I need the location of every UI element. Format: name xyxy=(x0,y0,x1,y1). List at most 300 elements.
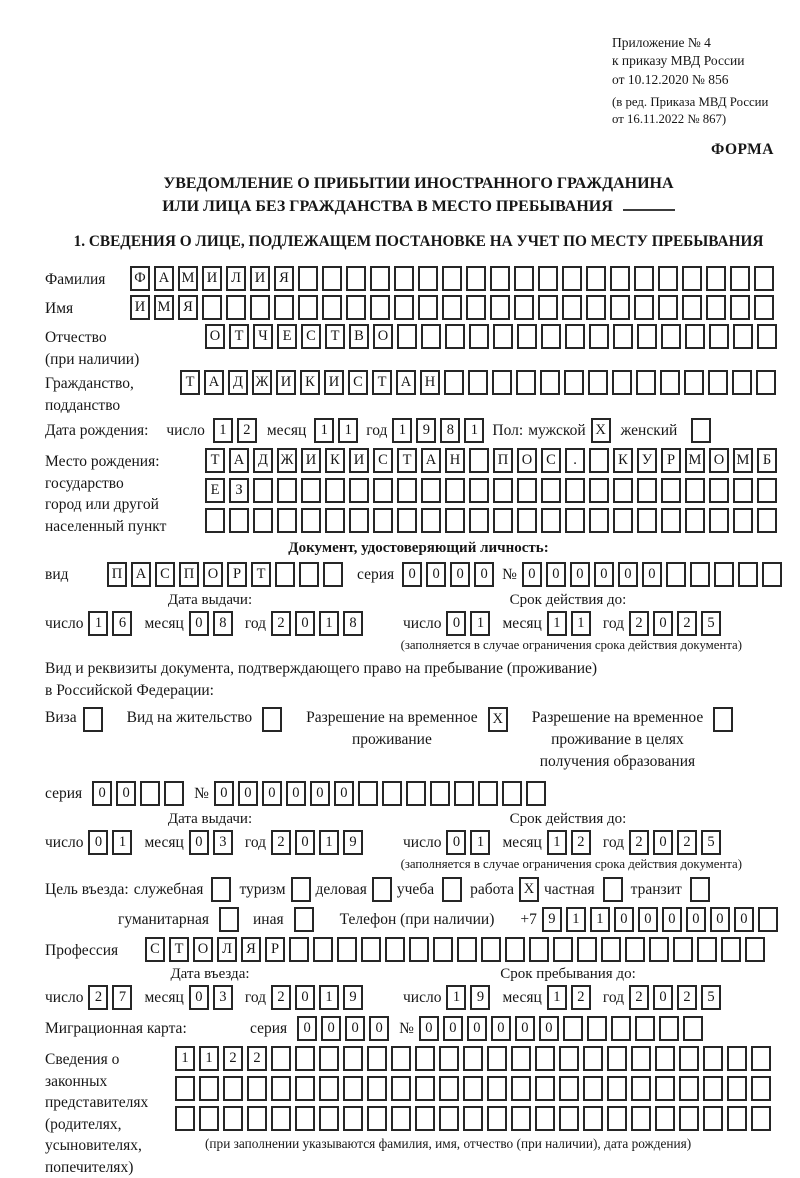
birthdate-year-cells xyxy=(392,418,484,443)
form-cell xyxy=(565,324,585,349)
form-cell xyxy=(730,266,750,291)
form-cell: 2 xyxy=(271,985,291,1010)
form-cell xyxy=(649,937,669,962)
form-cell xyxy=(756,370,776,395)
form-cell xyxy=(454,781,474,806)
form-cell: Ж xyxy=(277,448,297,473)
form-cell: 1 xyxy=(314,418,334,443)
form-cell xyxy=(553,937,573,962)
form-cell xyxy=(583,1046,603,1071)
representatives-label-line: попечителях) xyxy=(45,1158,134,1176)
form-cell xyxy=(319,1046,339,1071)
entry-year-cells xyxy=(271,985,363,1010)
form-cell: 1 xyxy=(571,611,591,636)
form-cell: И xyxy=(349,448,369,473)
temp-residence-label-line2: проживание xyxy=(351,731,432,749)
form-cell: 0 xyxy=(734,907,754,932)
form-cell xyxy=(706,295,726,320)
purpose-business-checkbox xyxy=(372,877,392,902)
form-cell: 1 xyxy=(319,611,339,636)
form-cell: 0 xyxy=(662,907,682,932)
birthdate-month-cells xyxy=(314,418,358,443)
form-cell: 0 xyxy=(295,985,315,1010)
phone-prefix: +7 xyxy=(520,910,537,928)
form-cell: 0 xyxy=(426,562,446,587)
month-label: месяц xyxy=(502,614,542,632)
form-cell xyxy=(690,877,710,902)
form-cell xyxy=(490,266,510,291)
form-cell: X xyxy=(591,418,611,443)
form-title-line2-text: ИЛИ ЛИЦА БЕЗ ГРАЖДАНСТВА В МЕСТО ПРЕБЫВАНИЯ xyxy=(162,198,613,216)
form-cell: 0 xyxy=(238,781,258,806)
form-cell: 8 xyxy=(440,418,460,443)
form-cell xyxy=(682,266,702,291)
purpose-tourism-checkbox xyxy=(291,877,311,902)
form-cell: 1 xyxy=(547,611,567,636)
form-cell xyxy=(394,295,414,320)
form-cell xyxy=(337,937,357,962)
form-cell xyxy=(439,1046,459,1071)
series-label: серия xyxy=(357,565,395,583)
form-cell xyxy=(487,1106,507,1131)
form-cell: Е xyxy=(277,324,297,349)
form-cell: Т xyxy=(251,562,271,587)
form-cell xyxy=(586,266,606,291)
representatives-cells-row1 xyxy=(175,1046,771,1071)
form-cell xyxy=(685,324,705,349)
form-cell: С xyxy=(145,937,165,962)
form-cell xyxy=(478,781,498,806)
representatives-label xyxy=(45,1046,175,1178)
form-cell: 1 xyxy=(213,418,233,443)
representatives-row xyxy=(45,1046,792,1178)
sex-male-checkbox xyxy=(591,418,611,443)
form-cell xyxy=(205,508,225,533)
form-cell xyxy=(562,266,582,291)
issue-date-label: Дата выдачи: xyxy=(167,811,253,828)
form-cell xyxy=(559,1076,579,1101)
form-cell xyxy=(505,937,525,962)
form-cell xyxy=(343,1076,363,1101)
form-cell xyxy=(298,295,318,320)
identity-issue-group xyxy=(45,592,403,636)
purpose-row xyxy=(45,877,792,902)
form-cell xyxy=(415,1046,435,1071)
form-cell xyxy=(277,478,297,503)
birthplace-label-line4: населенный пункт xyxy=(45,517,167,535)
form-cell: 0 xyxy=(539,1016,559,1041)
month-label: месяц xyxy=(502,988,542,1006)
form-cell xyxy=(565,478,585,503)
identity-valid-month-cells xyxy=(547,611,591,636)
form-cell: Т xyxy=(169,937,189,962)
form-cell: Д xyxy=(228,370,248,395)
form-cell xyxy=(679,1046,699,1071)
representatives-label-line: представителях xyxy=(45,1094,149,1112)
form-cell: Ф xyxy=(130,266,150,291)
year-label: год xyxy=(244,833,267,851)
form-cell: И xyxy=(301,448,321,473)
birthplace-cells-row3 xyxy=(205,508,777,533)
form-title-line1: УВЕДОМЛЕНИЕ О ПРИБЫТИИ ИНОСТРАННОГО ГРАЖДАНИНА xyxy=(163,175,674,193)
form-cell: 2 xyxy=(677,985,697,1010)
form-cell: Н xyxy=(445,448,465,473)
form-cell xyxy=(322,266,342,291)
form-cell xyxy=(697,937,717,962)
form-cell xyxy=(421,324,441,349)
representatives-label-line: законных xyxy=(45,1072,108,1090)
form-cell: У xyxy=(637,448,657,473)
form-cell xyxy=(679,1076,699,1101)
form-cell xyxy=(469,324,489,349)
day-label: число xyxy=(403,833,442,851)
birthplace-cell-rows xyxy=(205,448,777,538)
residence-issue-month-cells xyxy=(189,830,233,855)
citizenship-cells xyxy=(180,370,776,395)
identity-dates-row xyxy=(45,592,792,636)
form-cell xyxy=(673,937,693,962)
revision-line: от 16.11.2022 № 867) xyxy=(612,112,727,127)
form-cell: П xyxy=(179,562,199,587)
surname-cells xyxy=(130,266,774,291)
form-cell xyxy=(636,370,656,395)
month-label: месяц xyxy=(502,833,542,851)
form-cell xyxy=(433,937,453,962)
form-cell xyxy=(397,478,417,503)
form-cell: 0 xyxy=(214,781,234,806)
patronymic-label xyxy=(45,324,205,370)
form-cell xyxy=(679,1106,699,1131)
form-cell: М xyxy=(178,266,198,291)
residence-series-row xyxy=(45,781,792,806)
migration-card-row xyxy=(45,1016,792,1041)
birthdate-day-cells xyxy=(213,418,257,443)
form-cell xyxy=(250,295,270,320)
form-cell xyxy=(661,508,681,533)
form-cell xyxy=(541,324,561,349)
form-cell: И xyxy=(130,295,150,320)
form-cell: Т xyxy=(325,324,345,349)
form-cell: 0 xyxy=(286,781,306,806)
form-cell xyxy=(685,478,705,503)
form-cell: X xyxy=(488,707,508,732)
identity-issue-year-cells xyxy=(271,611,363,636)
form-cell xyxy=(733,508,753,533)
form-cell xyxy=(253,508,273,533)
form-cell: О xyxy=(517,448,537,473)
purpose-private-label: частная xyxy=(544,880,595,898)
identity-kind-cells xyxy=(107,562,343,587)
form-cell: 0 xyxy=(419,1016,439,1041)
year-label: год xyxy=(602,833,625,851)
form-cell: 6 xyxy=(112,611,132,636)
form-cell: Д xyxy=(253,448,273,473)
form-cell xyxy=(445,508,465,533)
form-cell xyxy=(247,1106,267,1131)
form-cell xyxy=(439,1076,459,1101)
form-cell: 3 xyxy=(213,985,233,1010)
form-cell xyxy=(253,478,273,503)
birthplace-label-line2: государство xyxy=(45,474,124,492)
representatives-label-line: (родителях, xyxy=(45,1115,122,1133)
identity-issue-month-cells xyxy=(189,611,233,636)
form-cell xyxy=(535,1106,555,1131)
form-cell: С xyxy=(155,562,175,587)
form-cell xyxy=(563,1016,583,1041)
form-cell: О xyxy=(203,562,223,587)
appendix-line: от 10.12.2020 № 856 xyxy=(612,71,729,87)
form-cell xyxy=(415,1106,435,1131)
form-cell xyxy=(514,295,534,320)
form-cell xyxy=(511,1046,531,1071)
form-cell: Т xyxy=(397,448,417,473)
form-cell xyxy=(469,508,489,533)
form-cell xyxy=(199,1106,219,1131)
form-cell: М xyxy=(685,448,705,473)
temp-residence-label xyxy=(306,707,478,751)
temp-residence-label-line1: Разрешение на временное xyxy=(306,709,478,727)
number-label: № xyxy=(399,1019,414,1037)
form-cell: 2 xyxy=(271,611,291,636)
residence-series-cells xyxy=(92,781,184,806)
year-label: год xyxy=(244,988,267,1006)
form-cell: 0 xyxy=(446,830,466,855)
day-label: число xyxy=(45,833,84,851)
representatives-cells-row2 xyxy=(175,1076,771,1101)
form-cell xyxy=(655,1046,675,1071)
form-cell xyxy=(589,324,609,349)
form-cell xyxy=(223,1106,243,1131)
form-cell: 0 xyxy=(594,562,614,587)
purpose-humanitarian-checkbox xyxy=(219,907,239,932)
birthplace-label-line1: Место рождения: xyxy=(45,453,160,471)
form-cell: . xyxy=(565,448,585,473)
form-cell: С xyxy=(373,448,393,473)
form-cell xyxy=(271,1076,291,1101)
form-cell xyxy=(685,508,705,533)
stay-year-cells xyxy=(629,985,721,1010)
form-cell: Р xyxy=(265,937,285,962)
form-cell xyxy=(637,324,657,349)
form-cell: 0 xyxy=(618,562,638,587)
purpose-study-checkbox xyxy=(442,877,462,902)
year-label: год xyxy=(244,614,267,632)
form-cell: 1 xyxy=(470,830,490,855)
form-cell: 2 xyxy=(571,985,591,1010)
form-title xyxy=(45,172,792,218)
form-cell xyxy=(758,907,778,932)
form-cell: 0 xyxy=(653,830,673,855)
form-cell: 7 xyxy=(112,985,132,1010)
form-cell: 0 xyxy=(653,611,673,636)
residence-intro-line1: Вид и реквизиты документа, подтверждающего право на пребывание (проживание) xyxy=(45,660,598,678)
purpose-transit-checkbox xyxy=(690,877,710,902)
form-cell: 0 xyxy=(686,907,706,932)
valid-until-label: Срок действия до: xyxy=(509,811,627,828)
form-cell xyxy=(659,1016,679,1041)
form-cell: 0 xyxy=(189,985,209,1010)
purpose-work-checkbox xyxy=(519,877,539,902)
identity-doc-heading: Документ, удостоверяющий личность: xyxy=(288,540,549,557)
stay-until-label: Срок пребывания до: xyxy=(500,966,636,983)
edu-residence-label-line1: Разрешение на временное xyxy=(531,709,704,727)
form-cell: 0 xyxy=(345,1016,365,1041)
birthdate-row xyxy=(45,418,792,443)
form-cell: И xyxy=(276,370,296,395)
birthplace-row xyxy=(45,448,792,538)
form-cell xyxy=(565,508,585,533)
form-cell: Т xyxy=(205,448,225,473)
form-cell: 0 xyxy=(546,562,566,587)
form-cell xyxy=(559,1046,579,1071)
form-cell xyxy=(199,1076,219,1101)
form-cell: 0 xyxy=(310,781,330,806)
form-cell: К xyxy=(300,370,320,395)
form-cell xyxy=(313,937,333,962)
form-cell: 2 xyxy=(677,830,697,855)
form-cell: 9 xyxy=(343,830,363,855)
form-cell xyxy=(613,324,633,349)
sex-female-checkbox xyxy=(691,418,711,443)
form-cell: Т xyxy=(180,370,200,395)
residence-dates-row xyxy=(45,811,792,855)
form-cell xyxy=(175,1106,195,1131)
form-cell: А xyxy=(421,448,441,473)
residence-valid-day-cells xyxy=(446,830,490,855)
form-cell: 0 xyxy=(369,1016,389,1041)
identity-number-cells xyxy=(522,562,782,587)
form-cell xyxy=(514,266,534,291)
residence-permit-label: Вид на жительство xyxy=(126,709,253,727)
visa-checkbox xyxy=(83,707,103,732)
form-cell: К xyxy=(325,448,345,473)
form-cell: Т xyxy=(229,324,249,349)
form-cell xyxy=(683,1016,703,1041)
day-label: число xyxy=(403,614,442,632)
form-cell: Я xyxy=(274,266,294,291)
form-cell: И xyxy=(324,370,344,395)
form-cell: О xyxy=(205,324,225,349)
form-cell: Н xyxy=(420,370,440,395)
form-cell: 2 xyxy=(223,1046,243,1071)
purpose-official-checkbox xyxy=(211,877,231,902)
form-cell: 0 xyxy=(443,1016,463,1041)
form-cell xyxy=(538,295,558,320)
form-cell xyxy=(469,478,489,503)
form-cell xyxy=(463,1046,483,1071)
form-cell xyxy=(219,907,239,932)
form-cell xyxy=(322,295,342,320)
migration-card-label: Миграционная карта: xyxy=(45,1019,187,1037)
year-label: год xyxy=(366,421,388,439)
form-cell xyxy=(706,266,726,291)
form-cell xyxy=(754,266,774,291)
form-cell xyxy=(294,907,314,932)
form-cell xyxy=(370,295,390,320)
form-cell xyxy=(325,478,345,503)
form-cell: 2 xyxy=(237,418,257,443)
form-cell xyxy=(372,877,392,902)
form-cell xyxy=(661,324,681,349)
form-cell: Я xyxy=(241,937,261,962)
form-cell xyxy=(445,324,465,349)
form-cell xyxy=(655,1106,675,1131)
form-cell: 0 xyxy=(88,830,108,855)
form-cell xyxy=(421,478,441,503)
form-cell: 1 xyxy=(547,830,567,855)
form-cell: 1 xyxy=(319,830,339,855)
form-cell xyxy=(346,266,366,291)
surname-label: Фамилия xyxy=(45,271,106,289)
form-cell xyxy=(202,295,222,320)
form-cell xyxy=(299,562,319,587)
form-cell: 8 xyxy=(213,611,233,636)
day-label: число xyxy=(166,421,205,439)
form-cell xyxy=(751,1106,771,1131)
form-cell xyxy=(751,1076,771,1101)
purpose-private-checkbox xyxy=(603,877,623,902)
month-label: месяц xyxy=(266,421,307,439)
visa-option xyxy=(45,707,103,732)
residence-permit-option xyxy=(127,707,283,732)
birthplace-label-line3: город или другой xyxy=(45,496,159,514)
surname-row xyxy=(45,266,792,291)
revision-block xyxy=(612,94,794,128)
form-cell xyxy=(709,508,729,533)
form-cell xyxy=(277,508,297,533)
form-cell: С xyxy=(301,324,321,349)
form-cell xyxy=(367,1076,387,1101)
entry-month-cells xyxy=(189,985,233,1010)
purpose-tourism-label: туризм xyxy=(239,880,286,898)
year-label: год xyxy=(602,614,625,632)
identity-valid-day-cells xyxy=(446,611,490,636)
form-cell: 1 xyxy=(338,418,358,443)
form-cell xyxy=(601,937,621,962)
form-cell xyxy=(637,508,657,533)
birthplace-label xyxy=(45,448,205,537)
phone-label: Телефон (при наличии) xyxy=(339,910,495,928)
issue-date-label: Дата выдачи: xyxy=(167,592,253,609)
form-cell: 0 xyxy=(522,562,542,587)
form-cell: 0 xyxy=(295,830,315,855)
form-cell xyxy=(457,937,477,962)
form-cell: П xyxy=(107,562,127,587)
temp-residence-checkbox xyxy=(488,707,508,732)
form-cell xyxy=(493,324,513,349)
form-cell: 1 xyxy=(464,418,484,443)
form-cell: 2 xyxy=(629,985,649,1010)
form-cell xyxy=(492,370,512,395)
form-cell xyxy=(607,1046,627,1071)
form-cell: А xyxy=(396,370,416,395)
form-cell xyxy=(262,707,282,732)
form-cell: О xyxy=(373,324,393,349)
form-cell xyxy=(442,877,462,902)
form-cell: Б xyxy=(757,448,777,473)
firstname-row xyxy=(45,295,792,320)
migration-series-cells xyxy=(297,1016,389,1041)
form-cell: О xyxy=(709,448,729,473)
form-cell xyxy=(762,562,782,587)
form-cell xyxy=(517,478,537,503)
form-cell: X xyxy=(519,877,539,902)
form-cell xyxy=(442,295,462,320)
form-cell xyxy=(391,1106,411,1131)
form-cell xyxy=(655,1076,675,1101)
form-cell xyxy=(541,508,561,533)
birthplace-cells-row1 xyxy=(205,448,777,473)
